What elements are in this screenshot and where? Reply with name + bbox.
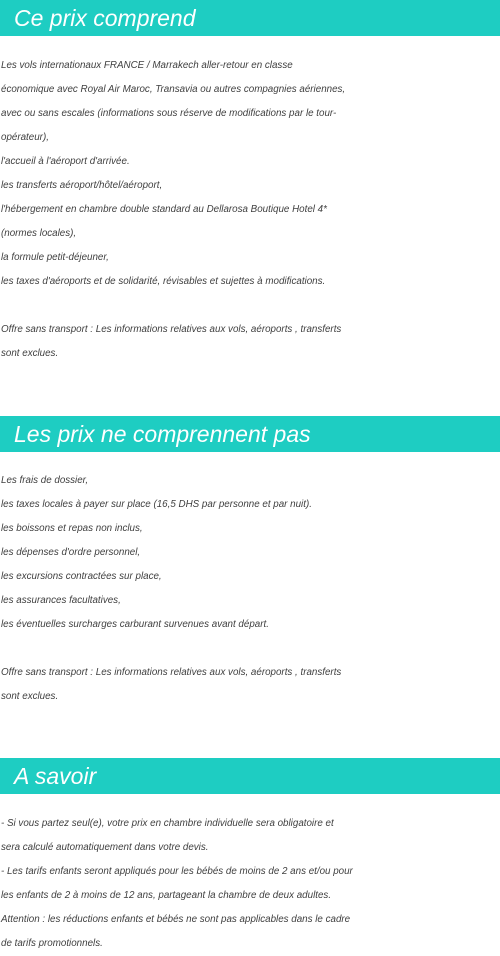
spacer (1, 637, 499, 661)
included-list (1, 54, 499, 366)
list-item: de tarifs promotionnels. (1, 938, 103, 949)
list-item: avec ou sans escales (informations sous réserve de modifications par le tour- (1, 108, 337, 119)
list-item: - Les tarifs enfants seront appliqués pour les bébés de moins de 2 ans et/ou pour (1, 866, 353, 877)
list-item: l'hébergement en chambre double standard au Dellarosa Boutique Hotel 4* (1, 204, 327, 215)
list-item: les boissons et repas non inclus, (1, 523, 143, 534)
list-item: (normes locales), (1, 228, 77, 239)
list-item: les excursions contractées sur place, (1, 571, 162, 582)
list-item: Les frais de dossier, (1, 475, 89, 486)
list-item: les dépenses d'ordre personnel, (1, 547, 141, 558)
list-item: économique avec Royal Air Maroc, Transavia ou autres compagnies aériennes, (1, 84, 346, 95)
list-item: la formule petit-déjeuner, (1, 252, 109, 263)
good-to-know-list (1, 812, 499, 956)
transport-note: sont exclues. (1, 691, 59, 702)
list-item: - Si vous partez seul(e), votre prix en chambre individuelle sera obligatoire et (1, 818, 334, 829)
list-item: opérateur), (1, 132, 49, 143)
list-item: les taxes locales à payer sur place (16,5 DHS par personne et par nuit). (1, 499, 312, 510)
section-heading-good-to-know: A savoir (0, 758, 500, 794)
section-heading-not-included: Les prix ne comprennent pas (0, 416, 500, 452)
list-item: les transferts aéroport/hôtel/aéroport, (1, 180, 163, 191)
transport-note: Offre sans transport : Les informations relatives aux vols, aéroports , transferts (1, 667, 342, 678)
list-item: Attention : les réductions enfants et bébés ne sont pas applicables dans le cadre (1, 914, 351, 925)
list-item: les éventuelles surcharges carburant survenues avant départ. (1, 619, 269, 630)
list-item: les enfants de 2 à moins de 12 ans, partageant la chambre de deux adultes. (1, 890, 332, 901)
transport-note: sont exclues. (1, 348, 59, 359)
list-item: Les vols internationaux FRANCE / Marrakech aller-retour en classe (1, 60, 293, 71)
transport-note: Offre sans transport : Les informations relatives aux vols, aéroports , transferts (1, 324, 342, 335)
list-item: l'accueil à l'aéroport d'arrivée. (1, 156, 130, 167)
spacer (1, 294, 499, 318)
list-item: sera calculé automatiquement dans votre devis. (1, 842, 209, 853)
section-heading-included: Ce prix comprend (0, 0, 500, 36)
not-included-list (1, 469, 499, 709)
list-item: les assurances facultatives, (1, 595, 121, 606)
list-item: les taxes d'aéroports et de solidarité, révisables et sujettes à modifications. (1, 276, 326, 287)
